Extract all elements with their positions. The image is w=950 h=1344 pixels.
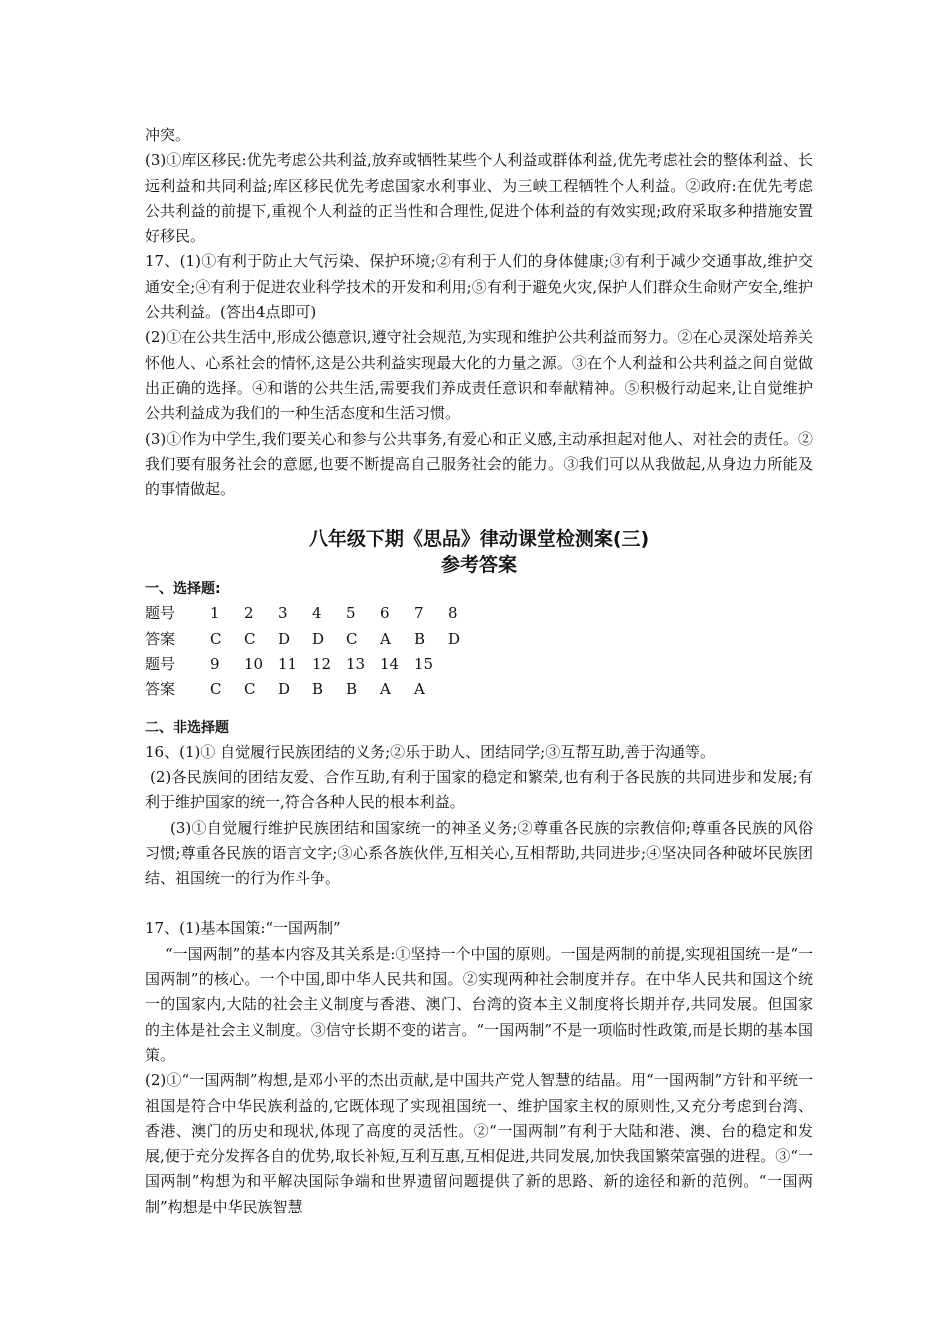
table-cell: B xyxy=(312,680,324,699)
paragraph: 冲突。 xyxy=(145,126,191,144)
table-row xyxy=(145,627,482,652)
section-heading-non-choice: 二、非选择题 xyxy=(145,719,229,736)
table-cell: A xyxy=(380,629,391,648)
table-cell: 8 xyxy=(448,604,458,623)
table-cell xyxy=(448,677,482,702)
spacer xyxy=(145,703,813,717)
document-subtitle: 参考答案 xyxy=(440,554,517,577)
table-cell: 1 xyxy=(210,604,220,623)
paragraph: (3)①库区移民:优先考虑公共利益,放弃或牺牲某些个人利益或群体利益,优先考虑社会的整体利益、长远利益和共同利益;库区移民优先考虑国家水利事业、为三峡工程牺牲个人利益。②政府:在优先考虑公共利益的前提下,重视个人利益的正当性和合理性,促进个体利益的有效实现;政府采取多种措施安置好移民。 xyxy=(145,151,813,246)
table-cell: 10 xyxy=(244,655,264,674)
table-cell: 11 xyxy=(278,655,298,674)
table-cell: C xyxy=(210,680,222,699)
table-cell: C xyxy=(210,629,222,648)
table-row xyxy=(145,601,482,626)
document-title: 八年级下期《思品》律动课堂检测案(三) xyxy=(308,528,650,551)
table-row xyxy=(145,652,482,677)
table-cell: 5 xyxy=(346,604,356,623)
paragraph: 16、(1)① 自觉履行民族团结的义务;②乐于助人、团结同学;③互帮互助,善于沟通等。 xyxy=(145,742,715,761)
table-cell: 13 xyxy=(346,655,366,674)
paragraph: (3)①自觉履行维护民族团结和国家统一的神圣义务;②尊重各民族的宗教信仰;尊重各民族的风俗习惯;尊重各民族的语言文字;③心系各族伙伴,互相关心,互相帮助,共同进步;④坚决同各种破坏民族团结、祖国统一的行为作斗争。 xyxy=(145,818,813,888)
table-cell: 7 xyxy=(414,604,424,623)
paragraph: (3)①作为中学生,我们要关心和参与公共事务,有爱心和正义感,主动承担起对他人、对社会的责任。②我们要有服务社会的意愿,也要不断提高自己服务社会的能力。③我们可以从我做起,从身边力所能及的事情做起。 xyxy=(145,429,813,499)
table-cell: 6 xyxy=(380,604,390,623)
table-cell: 题号 xyxy=(145,655,176,674)
section-heading-choice: 一、选择题: xyxy=(145,581,221,598)
table-cell xyxy=(448,652,482,677)
paragraph: 17、(1)①有利于防止大气污染、保护环境;②有利于人们的身体健康;③有利于减少交通事故,维护交通安全;④有利于促进农业科学技术的开发和利用;⑤有利于避免火灾,保护人们群众生命财产安全,维护公共利益。(答出4点即可) xyxy=(145,252,813,322)
table-cell: 4 xyxy=(312,604,322,623)
table-cell: D xyxy=(448,629,461,648)
page-content xyxy=(145,123,813,1220)
table-cell: 14 xyxy=(380,655,400,674)
table-cell: D xyxy=(312,629,325,648)
paragraph: (2)①在公共生活中,形成公德意识,遵守社会规范,为实现和维护公共利益而努力。②在心灵深处培养关怀他人、心系社会的情怀,这是公共利益实现最大化的力量之源。③在个人利益和公共利益之间自觉做出正确的选择。④和谐的公共生活,需要我们养成责任意识和奉献精神。⑤积极行动起来,让自觉维护公共利益成为我们的一种生活态度和生活习惯。 xyxy=(145,328,813,423)
table-cell: 答案 xyxy=(145,629,176,648)
answer-table xyxy=(145,601,482,702)
table-row xyxy=(145,677,482,702)
table-cell: 题号 xyxy=(145,604,176,623)
table-cell: 3 xyxy=(278,604,288,623)
table-cell: C xyxy=(346,629,358,648)
paragraph: “一国两制”的基本内容及其关系是:①坚持一个中国的原则。一国是两制的前提,实现祖国统一是“一国两制”的核心。一个中国,即中华人民共和国。②实现两种社会制度并存。在中华人民共和国这个统一的国家内,大陆的社会主义制度与香港、澳门、台湾的资本主义制度将长期并存,共同发展。但国家的主体是社会主义制度。③信守长期不变的诺言。“一国两制”不是一项临时性政策,而是长期的基本国策。 xyxy=(145,944,813,1064)
table-cell: D xyxy=(278,680,291,699)
table-cell: A xyxy=(380,680,391,699)
table-cell: 12 xyxy=(312,655,332,674)
paragraph: 17、(1)基本国策:“一国两制” xyxy=(145,919,341,938)
table-cell: C xyxy=(244,680,256,699)
table-cell: 答案 xyxy=(145,680,176,699)
table-cell: 15 xyxy=(414,655,434,674)
table-cell: B xyxy=(346,680,358,699)
table-cell: B xyxy=(414,629,426,648)
paragraph: (2)①“一国两制”构想,是邓小平的杰出贡献,是中国共产党人智慧的结晶。用“一国两制”方针和平统一祖国是符合中华民族利益的,它既体现了实现祖国统一、维护国家主权的原则性,又充分考虑到台湾、香港、澳门的历史和现状,体现了高度的灵活性。②“一国两制”有利于大陆和港、澳、台的稳定和发展,便于充分发挥各自的优势,取长补短,互利互惠,互相促进,共同发展,加快我国繁荣富强的进程。③“一国两制”构想为和平解决国际争端和世界遗留问题提供了新的思路、新的途径和新的范例。“一国两制”构想是中华民族智慧 xyxy=(145,1071,813,1216)
table-cell: 9 xyxy=(210,655,220,674)
table-cell: D xyxy=(278,629,291,648)
spacer xyxy=(145,891,813,916)
table-cell: 2 xyxy=(244,604,254,623)
table-cell: A xyxy=(414,680,425,699)
paragraph: (2)各民族间的团结友爱、合作互助,有利于国家的稳定和繁荣,也有利于各民族的共同进步和发展;有利于维护国家的统一,符合各种人民的根本利益。 xyxy=(145,767,813,812)
table-cell: C xyxy=(244,629,256,648)
